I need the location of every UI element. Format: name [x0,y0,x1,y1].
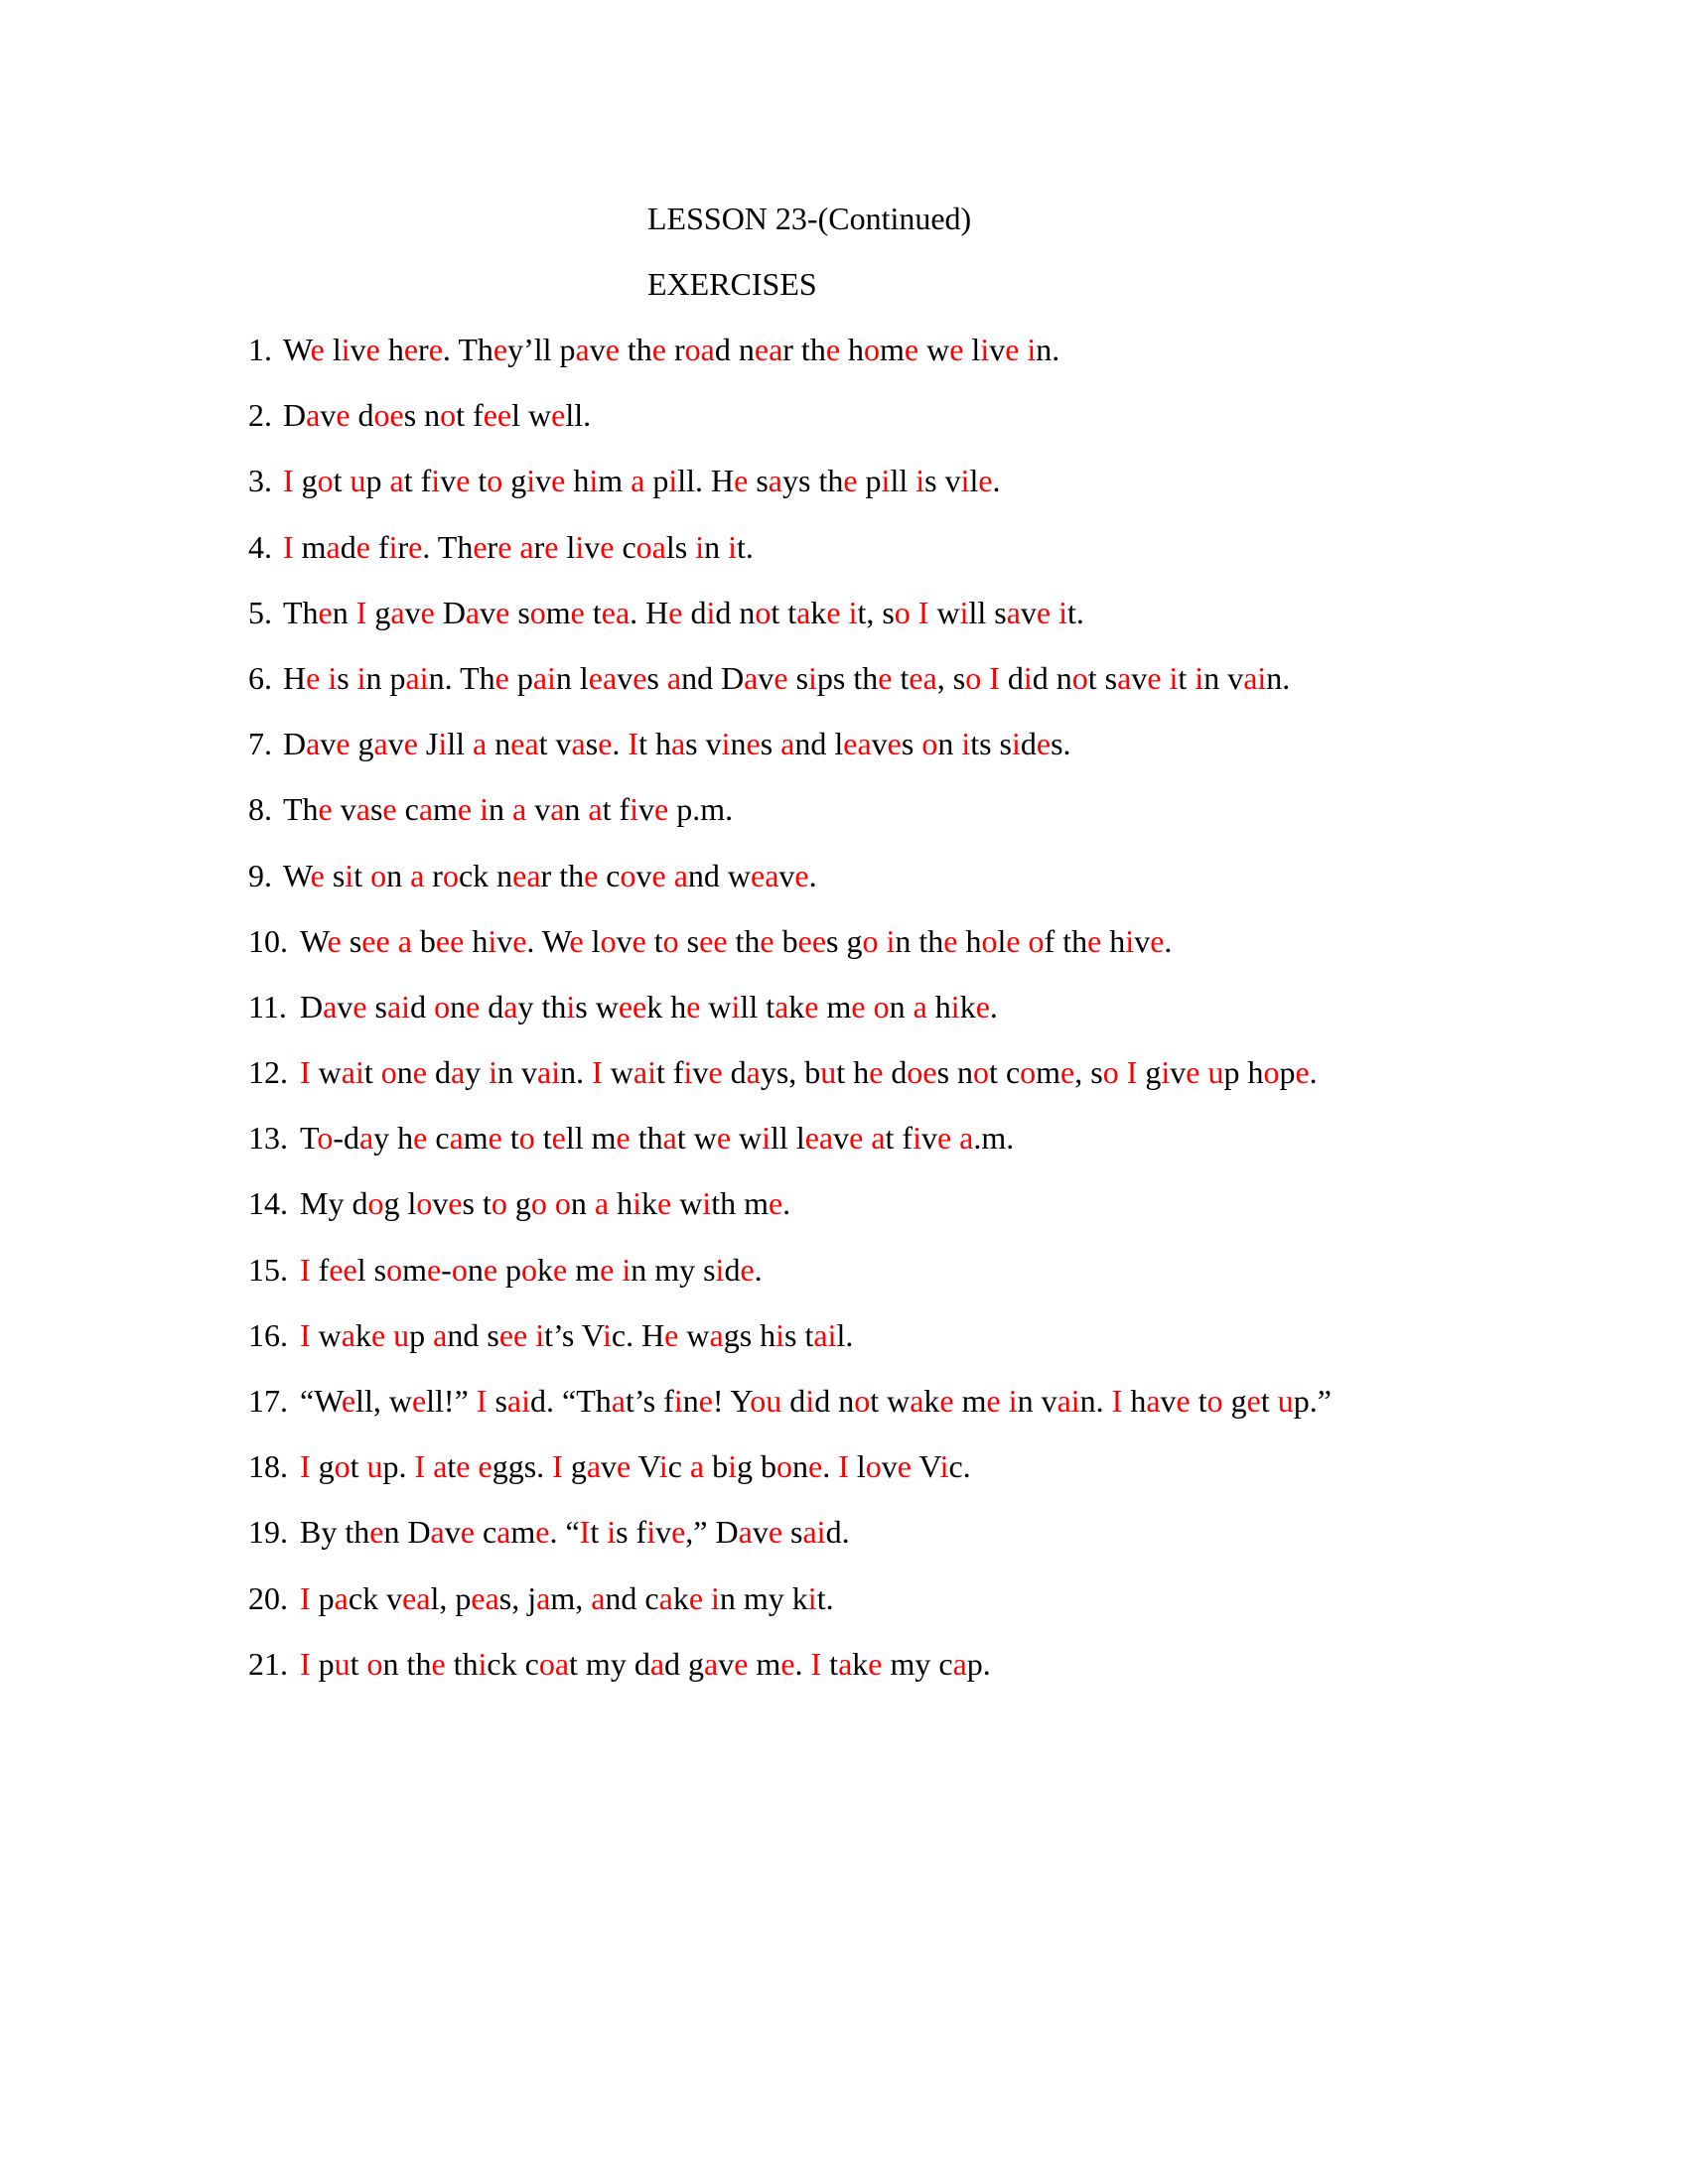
exercise-item [248,395,1489,461]
exercise-item [248,1183,1489,1249]
exercise-number: 17. [248,1383,288,1419]
exercise-item [248,1118,1489,1183]
exercise-item [248,1315,1489,1381]
exercise-item [248,724,1489,789]
exercise-item [248,856,1489,921]
exercise-number: 10. [248,922,288,959]
exercise-item [248,527,1489,593]
exercise-number: 1. [248,332,272,367]
exercise-number: 15. [248,1251,288,1288]
exercise-list [248,330,1489,1709]
exercise-item [248,1644,1489,1709]
exercise-item [248,1512,1489,1577]
exercise-sentence: Dave gave Jill a neat vase. It has vines and leaves on its sides. [283,726,1071,762]
exercise-number: 12. [248,1054,288,1091]
exercise-sentence: He is in pain. The pain leaves and Dave sips the tea, so I did not save it in vain. [283,659,1291,696]
exercise-sentence: “Well, well!” I said. “That’s fine! You did not wake me in vain. I have to get up.” [300,1383,1332,1419]
exercise-number: 3. [248,463,272,499]
exercise-sentence: I pack veal, peas, jam, and cake in my kit. [300,1579,834,1616]
exercise-item [248,789,1489,855]
exercise-item [248,1381,1489,1446]
exercise-item [248,1250,1489,1315]
exercise-sentence: I put on the thick coat my dad gave me. I take my cap. [300,1645,991,1682]
exercise-item [248,461,1489,526]
exercise-item [248,987,1489,1052]
exercise-sentence: I feel some-one poke me in my side. [300,1251,763,1288]
exercise-number: 5. [248,594,272,630]
exercise-number: 21. [248,1645,288,1682]
exercise-number: 7. [248,726,272,762]
exercise-number: 11. [248,988,287,1024]
exercise-item [248,658,1489,724]
exercise-number: 9. [248,857,272,893]
exercise-sentence: I got up. I ate eggs. I gave Vic a big bone. I love Vic. [300,1448,971,1485]
exercise-number: 13. [248,1120,288,1157]
exercise-sentence: Dave does not feel well. [283,397,592,434]
exercise-sentence: I wake up and see it’s Vic. He wags his tail. [300,1316,854,1353]
exercise-sentence: By then Dave came. “It is five,” Dave said. [300,1514,850,1551]
exercise-sentence: Then I gave Dave some tea. He did not take it, so I will save it. [283,594,1084,630]
exercise-sentence: I wait one day in vain. I wait five days, but he does not come, so I give up hope. [300,1054,1318,1091]
exercise-number: 4. [248,528,272,565]
exercise-item [248,921,1489,987]
exercise-item [248,593,1489,658]
exercise-sentence: The vase came in a van at five p.m. [283,791,734,828]
exercise-sentence: We live here. They’ll pave the road near the home we live in. [283,332,1060,367]
exercise-item [248,1052,1489,1118]
exercise-sentence: My dog loves to go on a hike with me. [300,1185,791,1222]
exercise-item [248,330,1489,395]
page-subtitle: EXERCISES [647,266,817,302]
exercise-sentence: We sit on a rock near the cove and weave. [283,857,817,893]
exercise-number: 8. [248,791,272,828]
exercise-number: 2. [248,397,272,434]
exercise-item [248,1578,1489,1644]
exercise-number: 19. [248,1514,288,1551]
exercise-number: 14. [248,1185,288,1222]
exercise-number: 6. [248,659,272,696]
exercise-sentence: To-day he came to tell me that we will leave at five a.m. [300,1120,1015,1157]
exercise-sentence: We see a bee hive. We love to see the bees go in the hole of the hive. [300,922,1173,959]
exercise-number: 16. [248,1316,288,1353]
exercise-number: 20. [248,1579,288,1616]
exercise-sentence: I got up at five to give him a pill. He says the pill is vile. [283,463,1001,499]
exercise-sentence: I made fire. There are live coals in it. [283,528,754,565]
page-title: LESSON 23-(Continued) [647,201,972,236]
exercise-sentence: Dave said one day this week he will take me on a hike. [300,988,998,1024]
exercise-number: 18. [248,1448,288,1485]
exercise-item [248,1446,1489,1512]
